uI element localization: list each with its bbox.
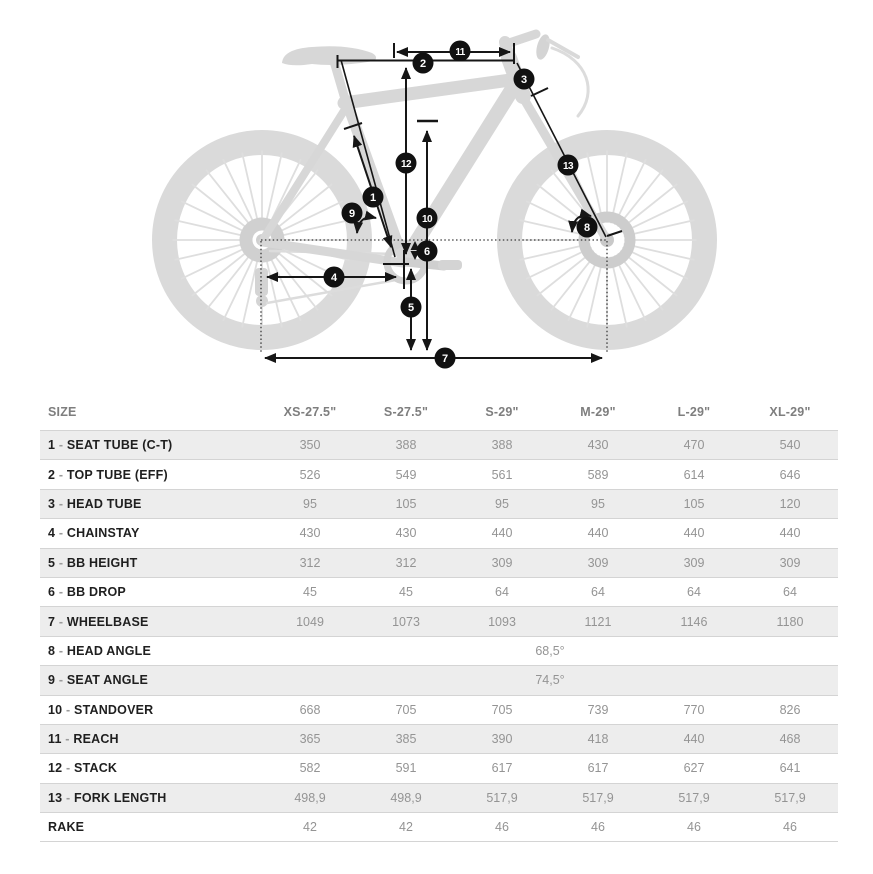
- spoke: [625, 220, 694, 236]
- row-number: 5: [48, 555, 56, 570]
- value-cell: 46: [550, 813, 646, 842]
- badge-13: [558, 155, 579, 176]
- badge-4: [324, 267, 345, 288]
- head-tube-bottom-tick: [531, 88, 548, 96]
- value-cell: 430: [550, 431, 646, 460]
- spoke: [175, 220, 244, 236]
- value-cell: 517,9: [742, 783, 838, 812]
- value-cell: 64: [646, 577, 742, 606]
- value-cell: 498,9: [358, 783, 454, 812]
- column-header-s-29: S-29": [485, 405, 519, 419]
- row-label-separator: -: [62, 761, 75, 776]
- row-label: [40, 783, 262, 812]
- row-label: [40, 519, 262, 548]
- badge-number: 6: [423, 245, 431, 258]
- down-tube: [407, 88, 513, 257]
- value-cell: 309: [454, 548, 550, 577]
- badge-8: [577, 217, 598, 238]
- table-row: [40, 519, 838, 548]
- row-number: 11: [48, 732, 62, 747]
- value-cell: 641: [742, 754, 838, 783]
- row-label: [40, 813, 262, 842]
- spoke: [611, 153, 627, 222]
- row-number: 6: [48, 585, 56, 600]
- value-cell: 45: [262, 577, 358, 606]
- badge-3: [514, 69, 535, 90]
- pedal: [438, 260, 462, 270]
- table-row: [40, 460, 838, 489]
- badge-2: [413, 53, 434, 74]
- value-cell: 517,9: [550, 783, 646, 812]
- row-label-separator: -: [62, 702, 75, 717]
- spoke: [207, 254, 251, 310]
- row-number: 2: [48, 467, 56, 482]
- value-cell: 430: [262, 519, 358, 548]
- spoke: [568, 256, 599, 320]
- row-name: RAKE: [48, 820, 85, 835]
- top-tube: [344, 80, 510, 103]
- geometry-table-body: [40, 431, 838, 842]
- row-label-separator: -: [55, 438, 67, 453]
- table-row: [40, 724, 838, 753]
- value-cell: 614: [646, 460, 742, 489]
- spoke: [621, 251, 677, 295]
- value-cell: 312: [358, 548, 454, 577]
- spoke: [520, 244, 589, 260]
- value-cell: 95: [454, 489, 550, 518]
- spoke: [621, 185, 677, 229]
- value-cell: 42: [262, 813, 358, 842]
- spoke: [527, 248, 591, 279]
- badge-number: 3: [520, 73, 528, 86]
- badge-number: 10: [422, 213, 432, 225]
- row-number: 10: [48, 702, 63, 717]
- value-cell: 617: [454, 754, 550, 783]
- badge-1: [363, 187, 384, 208]
- spoke: [192, 251, 248, 295]
- value-cell: 591: [358, 754, 454, 783]
- row-name: BB HEIGHT: [66, 555, 138, 570]
- value-cell: 770: [646, 695, 742, 724]
- value-cell: 1073: [358, 607, 454, 636]
- value-cell: 385: [358, 724, 454, 753]
- value-cell: 1180: [742, 607, 838, 636]
- merged-value-cell: 68,5°: [262, 636, 838, 665]
- value-cell: 46: [646, 813, 742, 842]
- badge-9: [342, 203, 363, 224]
- column-header-s-27-5: S-27.5": [383, 405, 429, 419]
- value-cell: 120: [742, 489, 838, 518]
- row-label-separator: -: [55, 585, 67, 600]
- badge-number: 8: [583, 221, 591, 234]
- value-cell: 468: [742, 724, 838, 753]
- column-header-size: SIZE: [48, 405, 77, 419]
- value-cell: 95: [550, 489, 646, 518]
- row-number: 13: [48, 790, 63, 805]
- table-row: [40, 577, 838, 606]
- row-number: 7: [48, 614, 56, 629]
- value-cell: 705: [454, 695, 550, 724]
- bike-silhouette: [165, 33, 705, 338]
- value-cell: 312: [262, 548, 358, 577]
- column-header-m-29: M-29": [580, 405, 616, 419]
- row-name: TOP TUBE (EFF): [66, 467, 168, 482]
- spoke: [623, 201, 687, 232]
- badge-10: [417, 208, 438, 229]
- badge-number: 11: [455, 46, 465, 58]
- value-cell: 517,9: [646, 783, 742, 812]
- badge-number: 1: [369, 191, 377, 204]
- value-cell: 95: [262, 489, 358, 518]
- value-cell: 64: [550, 577, 646, 606]
- table-row: [40, 695, 838, 724]
- value-cell: 64: [454, 577, 550, 606]
- badge-number: 4: [330, 271, 338, 284]
- value-cell: 350: [262, 431, 358, 460]
- row-number: 1: [48, 438, 56, 453]
- spoke: [175, 244, 244, 260]
- badge-7: [435, 348, 456, 369]
- row-label-separator: -: [61, 732, 74, 747]
- row-number: 4: [48, 526, 56, 541]
- row-label-separator: -: [55, 673, 67, 688]
- table-row: [40, 666, 838, 695]
- row-label: [40, 577, 262, 606]
- value-cell: 46: [742, 813, 838, 842]
- saddle: [282, 46, 376, 65]
- value-cell: 388: [358, 431, 454, 460]
- value-cell: 430: [358, 519, 454, 548]
- row-label-separator: -: [55, 526, 67, 541]
- spoke: [182, 201, 246, 232]
- badge-6: [417, 241, 438, 262]
- value-cell: 739: [550, 695, 646, 724]
- table-row: [40, 754, 838, 783]
- badge-number: 2: [419, 57, 427, 70]
- spoke: [625, 244, 694, 260]
- row-name: SEAT TUBE (C-T): [66, 438, 173, 453]
- value-cell: 517,9: [454, 783, 550, 812]
- spoke: [587, 258, 603, 327]
- row-number: 9: [48, 673, 56, 688]
- value-cell: 309: [742, 548, 838, 577]
- spoke: [611, 258, 627, 327]
- row-label-separator: -: [55, 467, 67, 482]
- derailleur-pulley: [256, 295, 268, 307]
- spoke: [182, 248, 246, 279]
- spoke: [280, 220, 349, 236]
- geometry-table: [40, 394, 838, 842]
- row-name: FORK LENGTH: [74, 790, 167, 805]
- row-name: BB DROP: [66, 585, 126, 600]
- value-cell: 668: [262, 695, 358, 724]
- value-cell: 440: [550, 519, 646, 548]
- row-name: CHAINSTAY: [66, 526, 140, 541]
- spoke: [618, 254, 662, 310]
- merged-value-cell: 74,5°: [262, 666, 838, 695]
- value-cell: 1146: [646, 607, 742, 636]
- row-number: 8: [48, 643, 56, 658]
- value-cell: 498,9: [262, 783, 358, 812]
- stem: [506, 34, 536, 44]
- spoke: [223, 160, 254, 224]
- value-cell: 309: [646, 548, 742, 577]
- value-cell: 440: [646, 724, 742, 753]
- value-cell: 561: [454, 460, 550, 489]
- value-cell: 45: [358, 577, 454, 606]
- badge-12: [396, 153, 417, 174]
- row-number: 3: [48, 496, 56, 511]
- value-cell: 440: [646, 519, 742, 548]
- row-name: STACK: [74, 761, 118, 776]
- badge-number: 5: [407, 301, 415, 314]
- value-cell: 646: [742, 460, 838, 489]
- badge-5: [401, 297, 422, 318]
- value-cell: 105: [358, 489, 454, 518]
- value-cell: 388: [454, 431, 550, 460]
- value-cell: 549: [358, 460, 454, 489]
- spoke: [207, 170, 251, 226]
- row-name: HEAD TUBE: [66, 496, 142, 511]
- value-cell: 105: [646, 489, 742, 518]
- row-label: [40, 695, 262, 724]
- spoke: [615, 256, 646, 320]
- spoke: [270, 256, 301, 320]
- value-cell: 309: [550, 548, 646, 577]
- brake-cable: [552, 48, 588, 116]
- row-label: [40, 666, 262, 695]
- row-label: [40, 548, 262, 577]
- row-label: [40, 489, 262, 518]
- row-label-separator: -: [55, 496, 67, 511]
- value-cell: 46: [454, 813, 550, 842]
- value-cell: 826: [742, 695, 838, 724]
- badge-number: 13: [563, 160, 573, 172]
- spoke: [242, 153, 258, 222]
- table-row: [40, 548, 838, 577]
- value-cell: 1093: [454, 607, 550, 636]
- value-cell: 440: [742, 519, 838, 548]
- row-name: STANDOVER: [74, 702, 154, 717]
- row-label: [40, 607, 262, 636]
- row-label: [40, 431, 262, 460]
- bike-geometry-diagram: [0, 0, 873, 392]
- row-name: HEAD ANGLE: [66, 643, 152, 658]
- row-label-separator: -: [62, 790, 75, 805]
- row-number: 12: [48, 761, 63, 776]
- value-cell: 470: [646, 431, 742, 460]
- spoke: [615, 160, 646, 224]
- table-row: [40, 489, 838, 518]
- value-cell: 418: [550, 724, 646, 753]
- value-cell: 1049: [262, 607, 358, 636]
- value-cell: 705: [358, 695, 454, 724]
- table-row: [40, 636, 838, 665]
- row-label: [40, 724, 262, 753]
- row-label: [40, 636, 262, 665]
- value-cell: 365: [262, 724, 358, 753]
- value-cell: 390: [454, 724, 550, 753]
- row-label: [40, 460, 262, 489]
- badge-number: 12: [401, 158, 411, 170]
- value-cell: 589: [550, 460, 646, 489]
- value-cell: 582: [262, 754, 358, 783]
- row-label-separator: -: [55, 614, 67, 629]
- spoke: [223, 256, 254, 320]
- value-cell: 540: [742, 431, 838, 460]
- row-label-separator: -: [55, 643, 67, 658]
- row-name: REACH: [73, 732, 119, 747]
- value-cell: 627: [646, 754, 742, 783]
- row-name: SEAT ANGLE: [66, 673, 149, 688]
- value-cell: 617: [550, 754, 646, 783]
- value-cell: 1121: [550, 607, 646, 636]
- badge-number: 7: [441, 352, 449, 365]
- table-header-row: [40, 394, 838, 431]
- row-label: [40, 754, 262, 783]
- spoke: [192, 185, 248, 229]
- spoke: [623, 248, 687, 279]
- value-cell: 440: [454, 519, 550, 548]
- row-name: WHEELBASE: [66, 614, 149, 629]
- table-row: [40, 783, 838, 812]
- spoke: [537, 251, 593, 295]
- value-cell: 64: [742, 577, 838, 606]
- column-header-l-29: L-29": [677, 405, 711, 419]
- spoke: [266, 258, 282, 327]
- table-row: [40, 607, 838, 636]
- value-cell: 526: [262, 460, 358, 489]
- spoke: [276, 251, 332, 295]
- column-header-xs-27-5: XS-27.5": [283, 405, 337, 419]
- spoke: [552, 254, 596, 310]
- table-row: [40, 813, 838, 842]
- value-cell: 42: [358, 813, 454, 842]
- row-label-separator: -: [55, 555, 67, 570]
- table-row: [40, 431, 838, 460]
- spoke: [618, 170, 662, 226]
- column-header-xl-29: XL-29": [769, 405, 811, 419]
- badge-number: 9: [348, 207, 356, 220]
- badge-11: [450, 41, 471, 62]
